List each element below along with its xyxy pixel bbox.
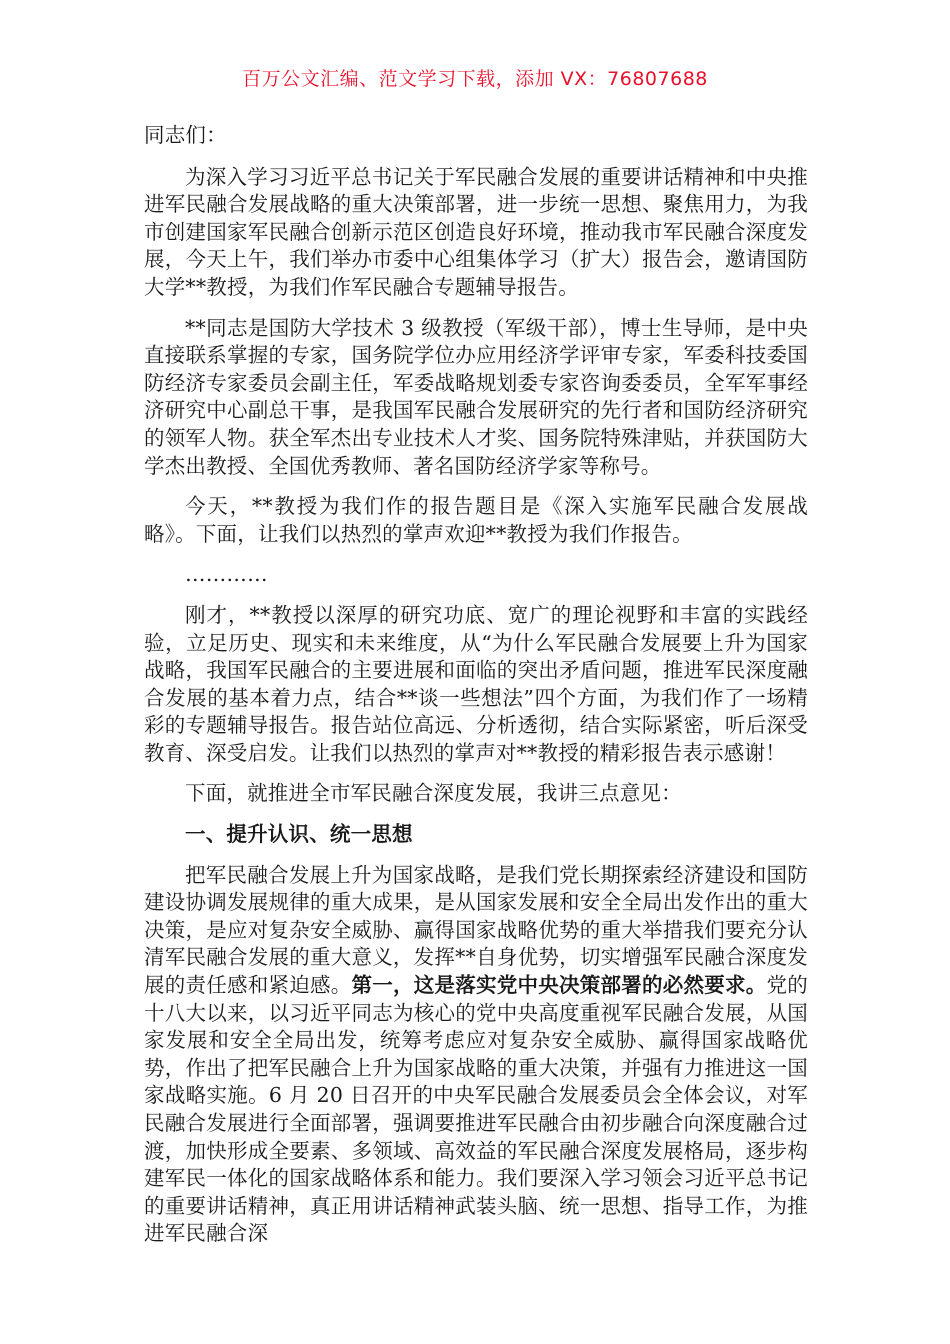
paragraph-section-1-rest: 党的十八大以来，以习近平同志为核心的党中央高度重视军民融合发展，从国家发展和安全全局出发，统筹考虑应对复杂安全威胁、赢得国家战略优势，作出了把军民融合上升为国家战略的重大决策，并强有力推进这一国家战略实施。6 月 20 日召开的中央军民融合发展委员会全体会议，对军民融合发展进行全面部署，强调要推进军民融合由初步融合向深度融合过渡，加快形成全要素、多领域、高效益的军民融合深度发展格局，逐步构建军民一体化的国家战略体系和能力。我们要深入学习领会习近平总书记的重要讲话精神，真正用讲话精神武装头脑、统一思想、指导工作，为推进军民融合深 <box>144 973 808 1246</box>
document-body <box>144 122 808 1261</box>
ellipsis-divider: ………… <box>185 562 268 587</box>
paragraph-section-1 <box>144 862 808 1248</box>
paragraph-section-1-bold: 第一，这是落实党中央决策部署的必然要求。 <box>351 973 767 998</box>
paragraph-summary: 刚才，**教授以深厚的研究功底、宽广的理论视野和丰富的实践经验，立足历史、现实和未来维度，从“为什么军民融合发展要上升为国家战略，我国军民融合的主要进展和面临的突出矛盾问题，推进军民深度融合发展的基本着力点，结合**谈一些想法”四个方面，为我们作了一场精彩的专题辅导报告。报告站位高远、分析透彻，结合实际紧密，听后深受教育、深受启发。让我们以热烈的掌声对**教授的精彩报告表示感谢！ <box>144 602 808 765</box>
paragraph-intro: 为深入学习习近平总书记关于军民融合发展的重要讲话精神和中央推进军民融合发展战略的重大决策部署，进一步统一思想、聚焦用力，为我市创建国家军民融合创新示范区创造良好环境，推动我市军民融合深度发展，今天上午，我们举办市委中心组集体学习（扩大）报告会，邀请国防大学**教授，为我们作军民融合专题辅导报告。 <box>144 164 808 299</box>
paragraph-professor-bio: **同志是国防大学技术 3 级教授（军级干部），博士生导师，是中央直接联系掌握的专家，国务院学位办应用经济学评审专家，军委科技委国防经济专家委员会副主任，军委战略规划委专家咨询委委员，全军军事经济研究中心副总干事，是我国军民融合发展研究的先行者和国防经济研究的领军人物。获全军杰出专业技术人才奖、国务院特殊津贴，并获国防大学杰出教授、全国优秀教师、著名国防经济学家等称号。 <box>144 315 808 478</box>
paragraph-section-1-lead: 把军民融合发展上升为国家战略，是我们党长期探索经济建设和国防建设协调发展规律的重大成果，是从国家发展和安全全局出发作出的重大决策，是应对复杂安全威胁、赢得国家战略优势的重大举措我们要充分认清军民融合发展的重大意义，发挥**自身优势，切实增强军民融合深度发展的责任感和紧迫感。 <box>144 862 808 998</box>
section-heading-1: 一、提升认识、统一思想 <box>185 822 413 847</box>
watermark-banner: 百万公文汇编、范文学习下载，添加 VX：76807688 <box>242 68 708 90</box>
paragraph-transition: 下面，就推进全市军民融合深度发展，我讲三点意见： <box>185 781 682 806</box>
paragraph-report-title: 今天，**教授为我们作的报告题目是《深入实施军民融合发展战略》。下面，让我们以热烈的掌声欢迎**教授为我们作报告。 <box>144 494 808 546</box>
greeting: 同志们： <box>144 123 227 147</box>
